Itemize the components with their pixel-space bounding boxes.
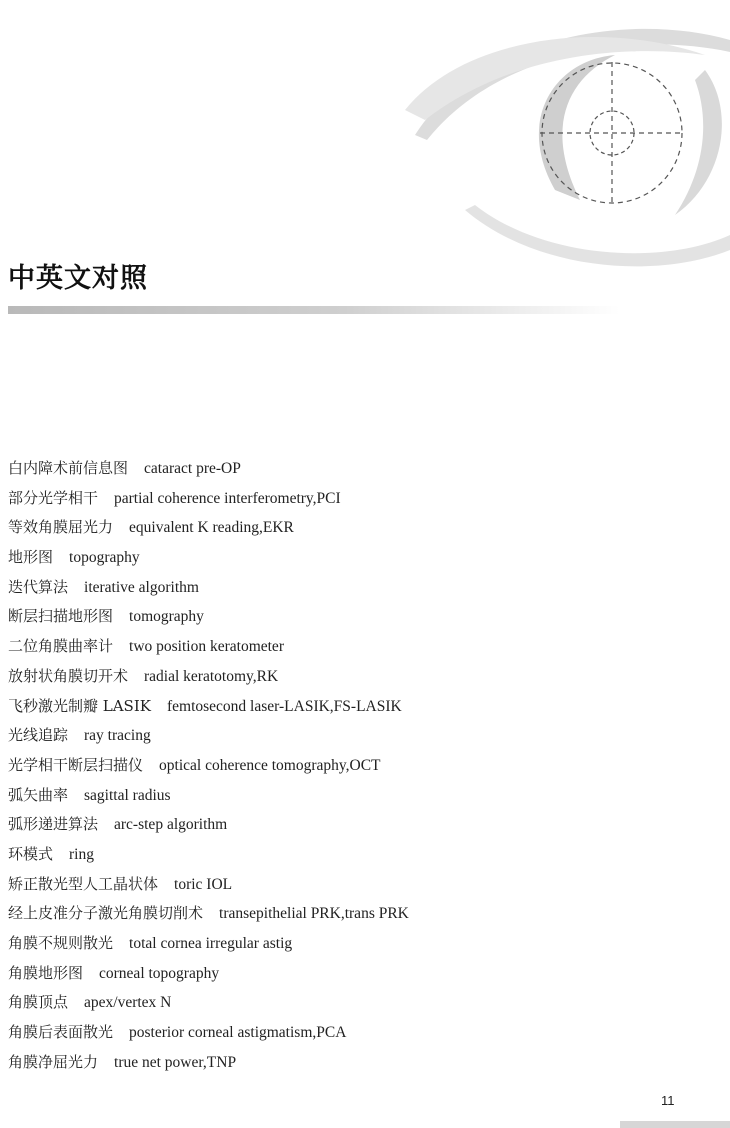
chinese-term: 光线追踪 [8, 726, 69, 745]
english-term: partial coherence interferometry,PCI [114, 489, 341, 507]
chinese-term: 迭代算法 [8, 577, 69, 596]
english-term: ring [69, 845, 94, 863]
glossary-entry [8, 899, 409, 929]
english-term: transepithelial PRK,trans PRK [219, 905, 409, 923]
chinese-term: 角膜后表面散光 [8, 1023, 114, 1042]
glossary-entry [8, 1048, 409, 1078]
glossary-entry [8, 751, 409, 781]
glossary-entry [8, 573, 409, 603]
chinese-term: 光学相干断层扫描仪 [8, 755, 144, 774]
glossary-entry [8, 692, 409, 722]
glossary-entry [8, 602, 409, 632]
glossary-entry [8, 543, 409, 573]
english-term: femtosecond laser-LASIK,FS-LASIK [166, 697, 402, 715]
glossary-entry [8, 840, 409, 870]
english-term: cataract pre-OP [144, 460, 241, 477]
page-title: 中英文对照 [8, 263, 148, 294]
english-term: apex/vertex N [84, 994, 172, 1012]
chinese-term: 经上皮准分子激光角膜切削术 [8, 904, 204, 923]
glossary-entry [8, 721, 409, 751]
english-term: radial keratotomy,RK [144, 667, 279, 685]
eye-outer-lower [465, 205, 730, 266]
english-term: iterative algorithm [84, 578, 199, 596]
chinese-term: 部分光学相干 [8, 488, 99, 507]
english-term: posterior corneal astigmatism,PCA [129, 1024, 347, 1042]
eye-illustration [405, 0, 730, 275]
glossary-entry [8, 632, 409, 662]
chinese-term: 断层扫描地形图 [8, 607, 114, 626]
glossary-entry [8, 513, 409, 543]
chinese-term: 矫正散光型人工晶状体 [8, 874, 159, 893]
page-number: 11 [661, 1093, 675, 1108]
chinese-term: 等效角膜屈光力 [8, 518, 114, 537]
glossary-entry [8, 959, 409, 989]
glossary-entry [8, 810, 409, 840]
glossary-list [8, 454, 409, 1077]
chinese-term: 放射状角膜切开术 [8, 666, 129, 685]
chinese-term: 白内障术前信息图 [8, 459, 129, 477]
chinese-term: 二位角膜曲率计 [8, 637, 114, 656]
glossary-entry [8, 929, 409, 959]
glossary-entry [8, 781, 409, 811]
english-term: ray tracing [84, 727, 151, 745]
chinese-term: 地形图 [8, 548, 54, 567]
english-term: toric IOL [174, 875, 233, 893]
chinese-term: 角膜地形图 [8, 963, 84, 982]
glossary-entry [8, 1018, 409, 1048]
chinese-term: 角膜顶点 [8, 993, 69, 1012]
english-term: true net power,TNP [114, 1053, 237, 1071]
chinese-term: 飞秒激光制瓣 LASIK [8, 696, 151, 715]
english-term: optical coherence tomography,OCT [159, 756, 381, 774]
chinese-term: 弧矢曲率 [8, 785, 69, 804]
english-term: equivalent K reading,EKR [129, 519, 294, 537]
title-underline [8, 306, 620, 314]
english-term: two position keratometer [129, 638, 284, 656]
chinese-term: 弧形递进算法 [8, 815, 99, 834]
english-term: topography [69, 549, 140, 567]
glossary-entry [8, 662, 409, 692]
glossary-entry [8, 870, 409, 900]
english-term: sagittal radius [84, 786, 171, 804]
page-number-bar [620, 1121, 730, 1128]
english-term: total cornea irregular astig [129, 935, 293, 952]
english-term: corneal topography [99, 964, 220, 982]
iris-swoosh-2 [675, 70, 722, 215]
chinese-term: 角膜净屈光力 [8, 1052, 99, 1071]
iris-swoosh [539, 55, 615, 200]
glossary-entry [8, 454, 409, 484]
glossary-entry [8, 484, 409, 514]
english-term: tomography [129, 608, 204, 626]
chinese-term: 角膜不规则散光 [8, 934, 114, 952]
chinese-term: 环模式 [8, 844, 54, 863]
glossary-entry [8, 988, 409, 1018]
english-term: arc-step algorithm [114, 816, 228, 834]
